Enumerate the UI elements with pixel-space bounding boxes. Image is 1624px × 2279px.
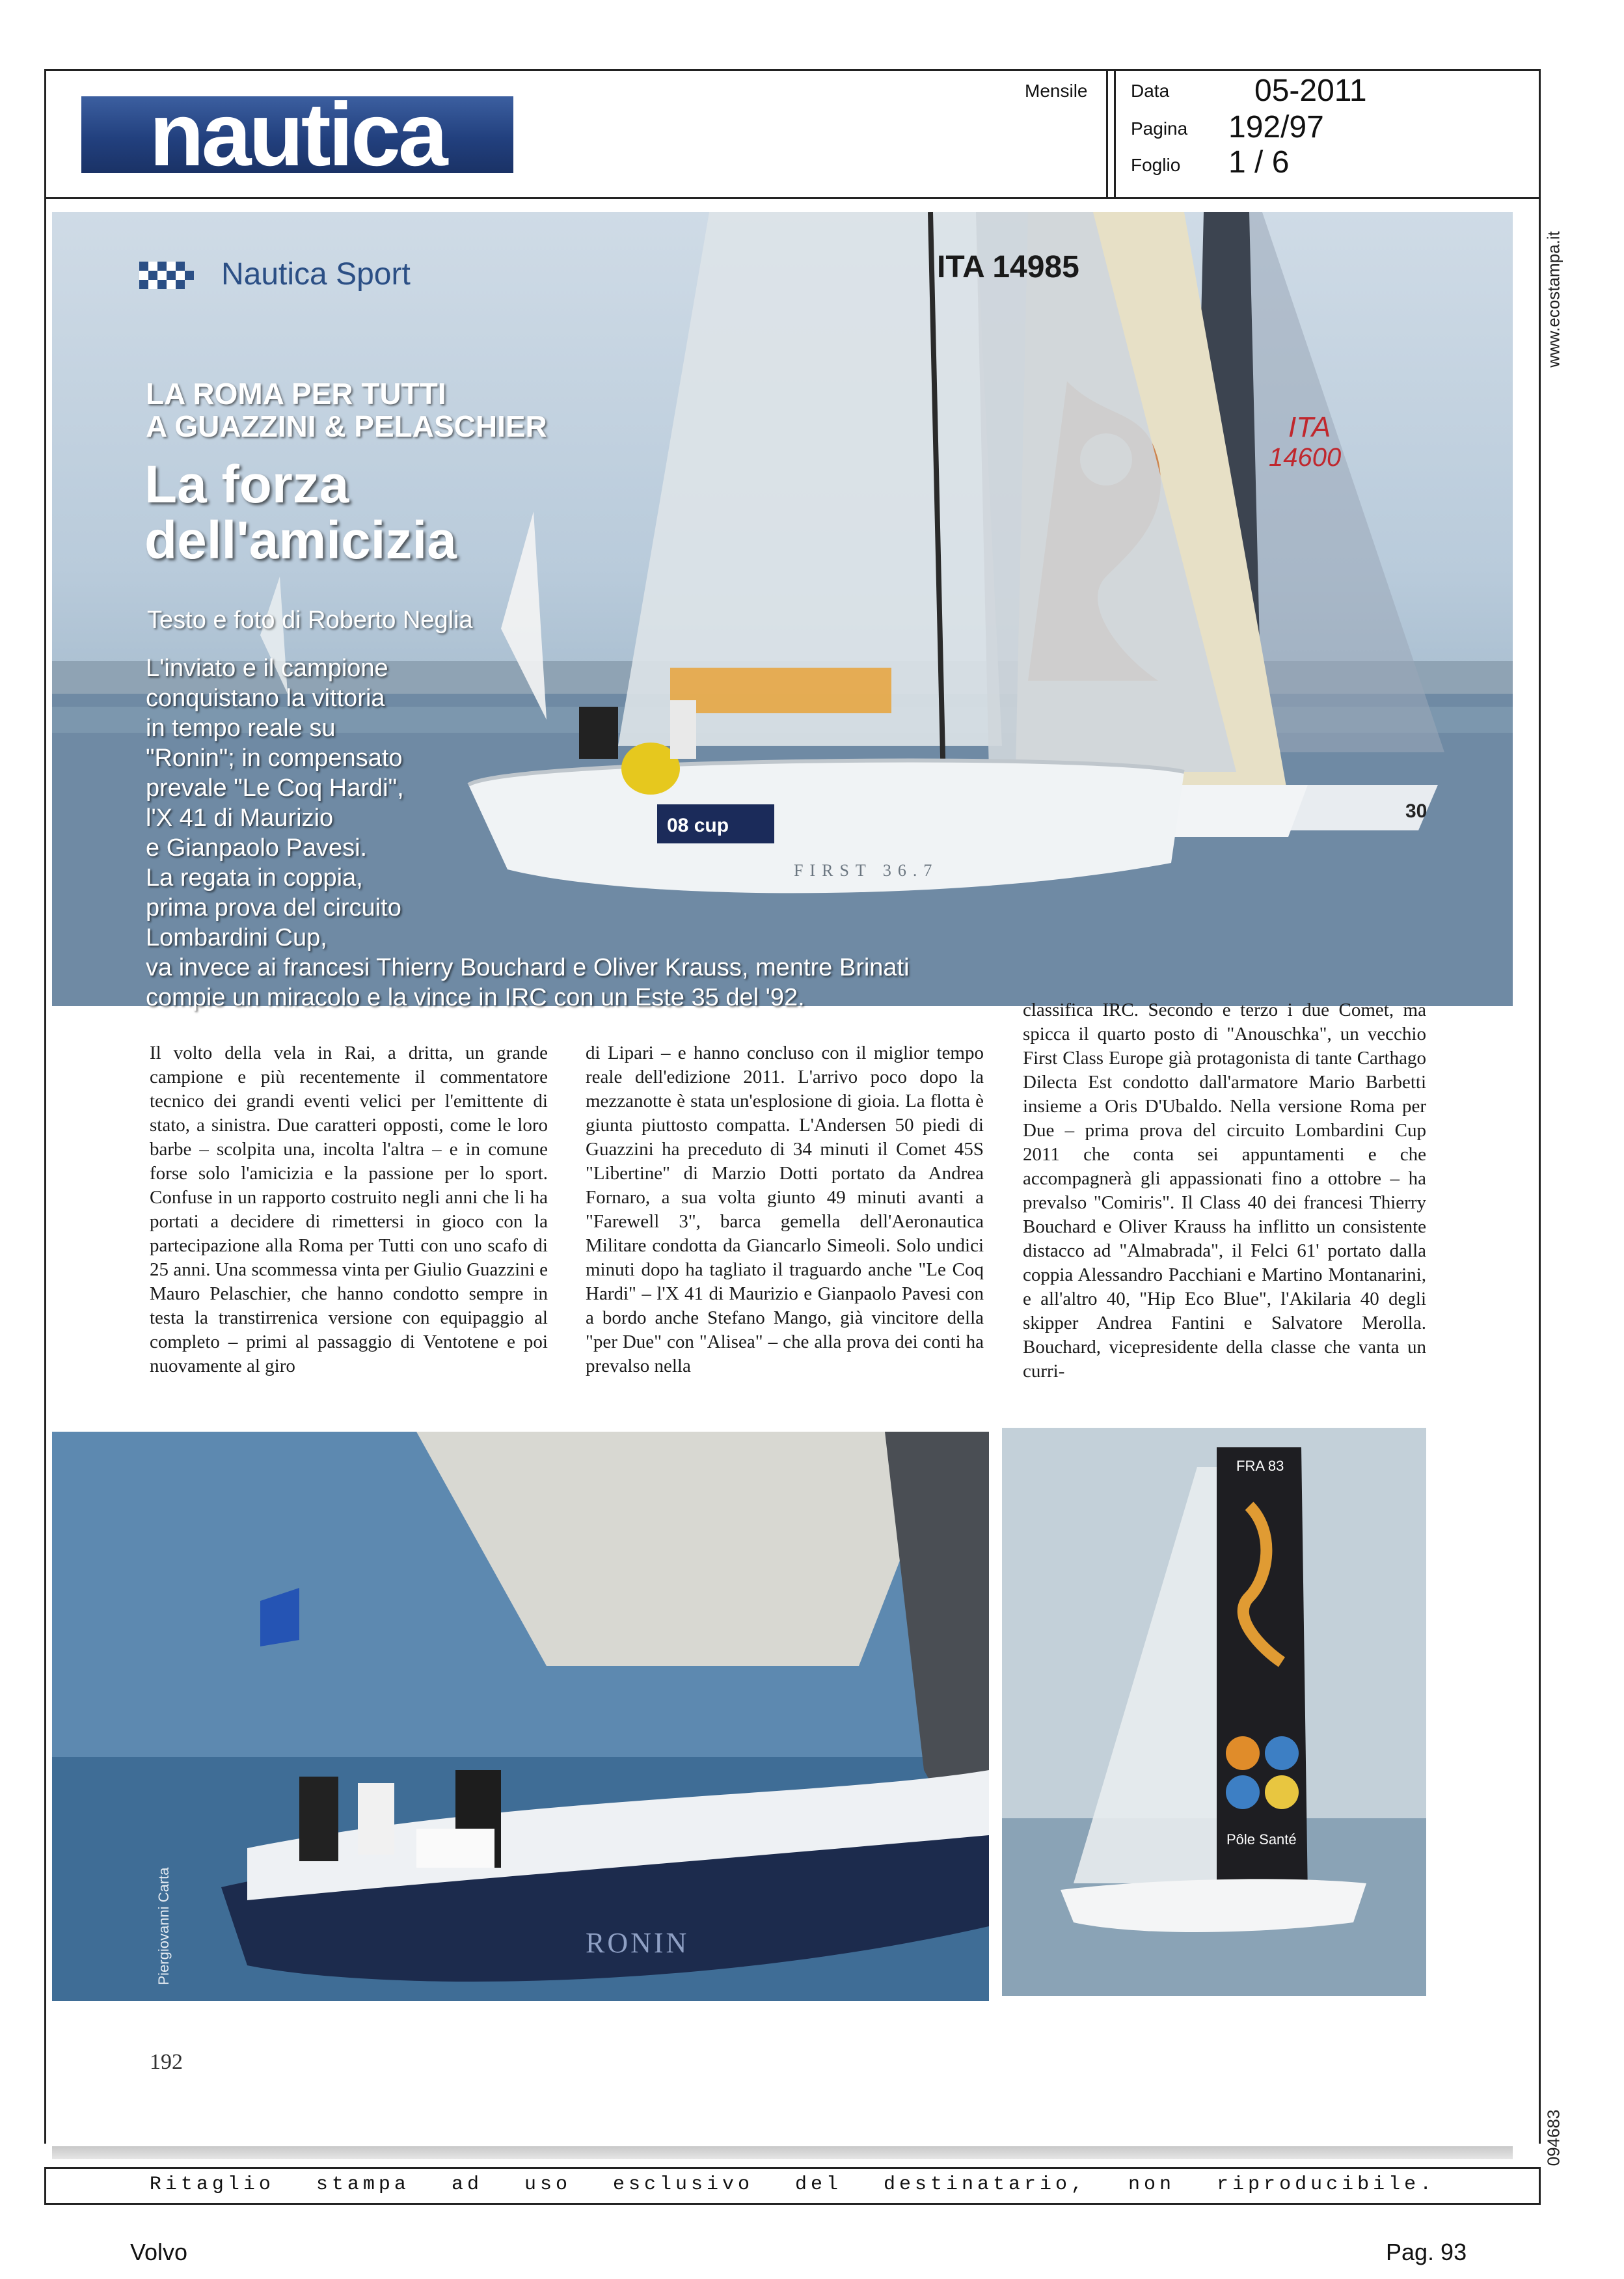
footer-client: Volvo <box>130 2239 188 2265</box>
publication-frequency: Mensile <box>1025 81 1088 101</box>
footer-page: Pag. 93 <box>1386 2239 1467 2265</box>
footer-note: Ritaglio stampa ad uso esclusivo del destinatario, non riproducibile. <box>149 2174 1436 2196</box>
hero-hull-number: 30 <box>1405 800 1428 822</box>
article-column-3: classifica IRC. Secondo e terzo i due Comet, ma spicca il quarto posto di "Anouschka", un vecchio First Class Europe già protagonista di tante Carthago Dilecta Est condotto dall'armatore Mario Barbetti insieme a Oris D'Ubaldo. Nella versione Roma per Due – prima prova del circuito Lombardini Cup 2011 che conta sei appuntamenti e che accompagnerà gli appassionati fino a ottobre – ha prevalso "Comiris". Il Class 40 dei francesi Thierry Bouchard e Oliver Krauss ha inflitto un consistente distacco ad "Almabrada", il Felci 61' portato dalla coppia Alessandro Pacchiani e Martino Montanarini, e all'altro 40, "Hip Eco Blue", l'Akilaria 40 degli skipper Andrea Fantini e Salvatore Merolla. Bouchard, vicepresidente della classe che vanta un curri- <box>1023 1000 1426 1382</box>
meta-page-label: Pagina <box>1131 118 1188 139</box>
article-headline: La forza dell'amicizia <box>144 455 457 570</box>
article-kicker: LA ROMA PER TUTTI A GUAZZINI & PELASCHIER <box>146 377 547 443</box>
photo-comiris-sail-number: FRA 83 <box>1236 1458 1284 1474</box>
meta-sheet-label: Foglio <box>1131 155 1181 175</box>
hero-hull-model: FIRST 36.7 <box>794 861 939 880</box>
meta-date-label: Data <box>1131 81 1170 101</box>
side-code-label: 094683 <box>1543 2109 1563 2166</box>
photo-credit: Piergiovanni Carta <box>156 1867 172 1986</box>
meta-sheet-value: 1 / 6 <box>1228 145 1290 180</box>
page-number: 192 <box>150 2050 183 2074</box>
hero-sail-number-2: ITA <box>1288 411 1331 443</box>
photo-comiris-sponsor: Pôle Santé <box>1226 1831 1297 1848</box>
photo-comiris <box>1002 1428 1426 1996</box>
article-byline: Testo e foto di Roberto Neglia <box>147 607 473 634</box>
photo-ronin-hull-name: RONIN <box>586 1927 690 1959</box>
section-label: Nautica Sport <box>221 257 411 292</box>
publication-logo: nautica <box>81 96 513 173</box>
meta-page-value: 192/97 <box>1228 110 1324 144</box>
article-column-2: di Lipari – e hanno concluso con il miglior tempo reale dell'edizione 2011. L'arrivo poco dopo la mezzanotte è stata un'esplosione di gioia. La flotta è giunta piuttosto compatta. L'Andersen 50 piedi di Guazzini ha preceduto di 34 minuti il Comet 45S "Libertine" di Marzio Dotti portato da Andrea Fornaro, a sua volta giunto 49 minuti avanti a "Farewell 3", barca gemella dell'Aeronautica Militare condotta da Giancarlo Simeoli. Solo undici minuti dopo ha tagliato il traguardo anche "Le Coq Hardi" – l'X 41 di Maurizio e Gianpaolo Pavesi con a bordo anche Stefano Mango, già vincitore della "per Due" con "Alisea" – che alla prova dei conti ha prevalso nella <box>586 1043 984 1376</box>
hero-hull-cup-1: 08 cup <box>667 815 729 836</box>
hero-sail-number-2b: 14600 <box>1269 443 1342 472</box>
article-lead: L'inviato e il campione conquistano la vittoria in tempo reale su "Ronin"; in compensato prevale "Le Coq Hardi", l'X 41 di Maurizio e Gianpaolo Pavesi. La regata in coppia, prima prova del circuito Lombardini Cup, va invece ai francesi Thierry Bouchard e Oliver Krauss, mentre Brinati compie un miracolo e la vince in IRC con un Este 35 del '92. <box>146 655 910 1011</box>
checkered-flag-icon <box>139 256 199 299</box>
bottom-band <box>52 2146 1513 2159</box>
article-column-1: Il volto della vela in Rai, a dritta, un grande campione e più recentemente il commentatore tecnico dei grandi eventi velici per l'emittente di stato, a sinistra. Due caratteri opposti, come le loro barbe – scolpita una, incolta l'altra – e in comune forse solo l'amicizia e la passione per lo sport. Confuse in un rapporto costruito negli anni che li ha portati a decidere di rimettersi in gioco con la partecipazione alla Roma per Tutti con uno scafo di 25 anni. Una scommessa vinta per Giulio Guazzini e Mauro Pelaschier, che hanno condotto sempre in testa la transtirrenica versione con equipaggio al completo – primi al passaggio di Ventotene e poi nuovamente al giro <box>150 1043 548 1376</box>
side-url-label: www.ecostampa.it <box>1543 231 1563 368</box>
hero-sail-number-1: ITA 14985 <box>937 250 1079 284</box>
meta-date-value: 05-2011 <box>1254 74 1367 108</box>
photo-ronin <box>52 1432 989 2001</box>
